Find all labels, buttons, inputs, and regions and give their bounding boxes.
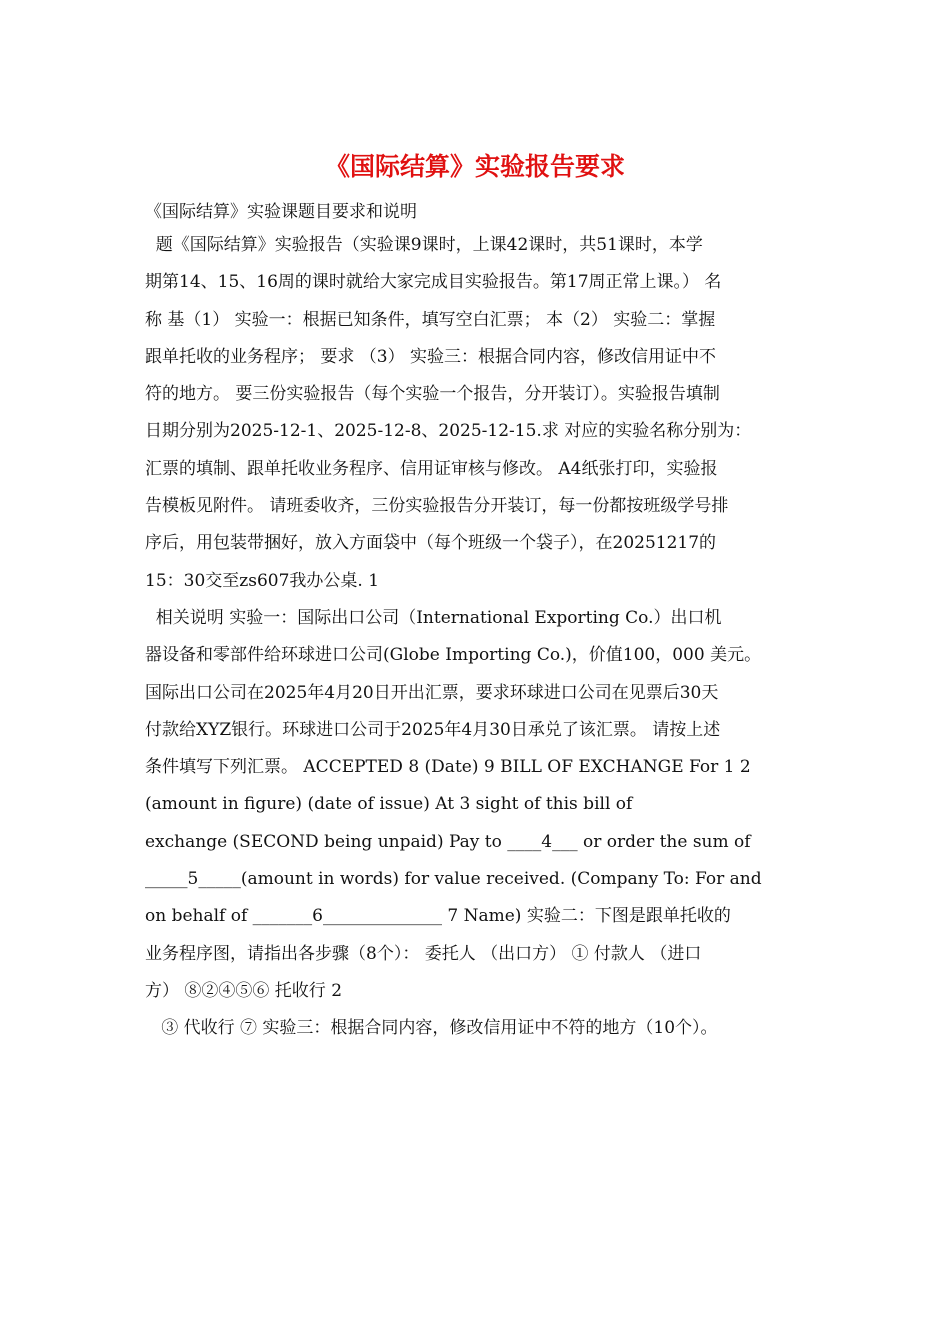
body-line: 符的地方。 要三份实验报告（每个实验一个报告，分开装订）。实验报告填制 [145,384,720,405]
body-line: (amount in figure) (date of issue) At 3 sight of this bill of [145,794,633,815]
body-line: 告模板见附件。 请班委收齐，三份实验报告分开装订，每一份都按班级学号排 [145,496,729,517]
body-line: 15：30交至zs607我办公桌. 1 [145,570,380,591]
body-line: on behalf of _______6______________ 7 Name) 实验二：下图是跟单托收的 [145,906,731,927]
body-line: 方） ⑧②④⑤⑥ 托收行 2 [145,980,343,1001]
body-line: 日期分别为2025-12-1、2025-12-8、2025-12-15.求 对应的实验名称分别为： [145,421,752,442]
body-line: 条件填写下列汇票。 ACCEPTED 8 (Date) 9 BILL OF EXCHANGE For 1 2 [145,757,751,778]
body-line: 相关说明 实验一：国际出口公司（International Exporting Co.）出口机 [145,607,722,628]
body-line: _____5_____(amount in words) for value received. (Company To: For and [145,869,762,890]
body-line: 付款给XYZ银行。环球进口公司于2025年4月30日承兑了该汇票。 请按上述 [145,719,721,740]
body-line: 跟单托收的业务程序； 要求 （3） 实验三：根据合同内容，修改信用证中不 [145,346,717,367]
body-line: 题《国际结算》实验报告（实验课9课时，上课42课时，共51课时，本学 [145,235,703,255]
document-subtitle: 《国际结算》实验课题目要求和说明 [145,202,417,222]
document-title: 《国际结算》实验报告要求 [324,152,625,181]
body-line: 器设备和零部件给环球进口公司(Globe Importing Co.)，价值100，000 美元。 [145,645,762,666]
body-line: 称 基（1） 实验一：根据已知条件，填写空白汇票； 本（2） 实验二：掌握 [145,309,716,330]
body-line: 期第14、15、16周的课时就给大家完成目实验报告。第17周正常上课。） 名 [145,272,722,293]
body-line: 国际出口公司在2025年4月20日开出汇票，要求环球进口公司在见票后30天 [145,682,719,703]
body-line: 汇票的填制、跟单托收业务程序、信用证审核与修改。 A4纸张打印，实验报 [145,458,718,479]
body-line: ③ 代收行 ⑦ 实验三：根据合同内容，修改信用证中不符的地方（10个）。 [145,1018,718,1039]
body-line: 业务程序图，请指出各步骤（8个）： 委托人 （出口方） ① 付款人 （进口 [145,943,702,964]
body-line: 序后，用包装带捆好，放入方面袋中（每个班级一个袋子），在20251217的 [145,533,717,554]
body-line: exchange (SECOND being unpaid) Pay to ____4___ or order the sum of [145,831,751,852]
document-body [145,227,815,1048]
